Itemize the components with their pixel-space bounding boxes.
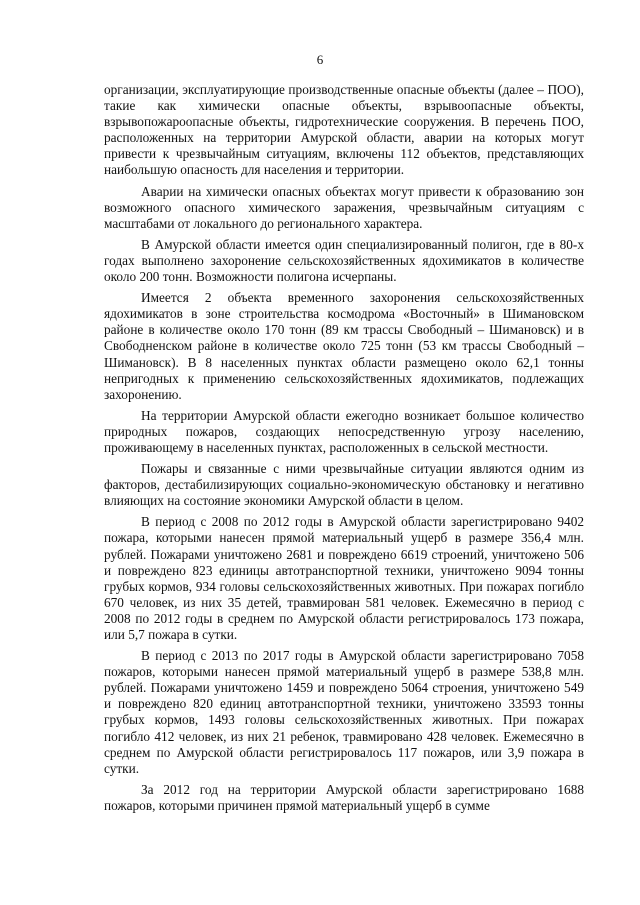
paragraph: Пожары и связанные с ними чрезвычайные ситуации являются одним из факторов, дестабилизирующих социально-экономическую обстановку и негативно влияющих на состояние экономики Амурской области в целом. xyxy=(104,461,584,509)
paragraph: В период с 2013 по 2017 годы в Амурской области зарегистрировано 7058 пожаров, которыми нанесен прямой материальный ущерб в размере 538,8 млн. рублей. Пожарами уничтожено 1459 и повреждено 5064 строения, уничтожено 549 и повреждено 820 единиц автотранспортной техники, уничтожено 33593 тонны грубых кормов, 1493 головы сельскохозяйственных животных. При пожарах погибло 412 человек, из них 21 ребенок, травмировано 428 человек. Ежемесячно в среднем по Амурской области регистрировалось 117 пожаров, или 3,9 пожара в сутки. xyxy=(104,648,584,776)
document-body xyxy=(104,82,584,819)
paragraph: На территории Амурской области ежегодно возникает большое количество природных пожаров, создающих непосредственную угрозу населению, проживающему в населенных пунктах, расположенных в сельской местности. xyxy=(104,407,584,455)
page-number: 6 xyxy=(316,52,324,67)
paragraph: В Амурской области имеется один специализированный полигон, где в 80-х годах выполнено захоронение сельскохозяйственных ядохимикатов в количестве около 200 тонн. Возможности полигона исчерпаны. xyxy=(104,236,584,285)
paragraph: В период с 2008 по 2012 годы в Амурской области зарегистрировано 9402 пожара, которыми нанесен прямой материальный ущерб в размере 356,4 млн. рублей. Пожарами уничтожено 2681 и повреждено 6619 строений, уничтожено 506 и повреждено 823 единицы автотранспортной техники, уничтожено 9094 тонны грубых кормов, 934 головы сельскохозяйственных животных. При пожарах погибло 670 человек, из них 35 детей, травмирован 581 человек. Ежемесячно в период с 2008 по 2012 годы в среднем по Амурской области регистрировалось 173 пожара, или 5,7 пожара в сутки. xyxy=(104,514,584,642)
paragraph: Аварии на химически опасных объектах могут привести к образованию зон возможного опасного химического заражения, чрезвычайным ситуациям с масштабами от локального до регионального характера. xyxy=(104,183,584,231)
paragraph: организации, эксплуатирующие производственные опасные объекты (далее – ПОО), такие как химически опасные объекты, взрывоопасные объекты, взрывопожароопасные объекты, гидротехнические сооружения. В перечень ПОО, расположенных на территории Амурской области, аварии на которых могут привести к чрезвычайным ситуациям, включены 112 объектов, представляющих наибольшую опасность для населения и территории. xyxy=(104,82,584,178)
paragraph: Имеется 2 объекта временного захоронения сельскохозяйственных ядохимикатов в зоне строительства космодрома «Восточный» в Шимановском районе в количестве около 170 тонн (89 км трассы Свободный – Шимановск) и в Свободненском районе в количестве около 725 тонн (53 км трассы Свободный – Шимановск). В 8 населенных пунктах области размещено около 62,1 тонны непригодных к применению сельскохозяйственных ядохимикатов, подлежащих захоронению. xyxy=(104,290,584,402)
paragraph: За 2012 год на территории Амурской области зарегистрировано 1688 пожаров, которыми причинен прямой материальный ущерб в сумме xyxy=(104,781,584,813)
